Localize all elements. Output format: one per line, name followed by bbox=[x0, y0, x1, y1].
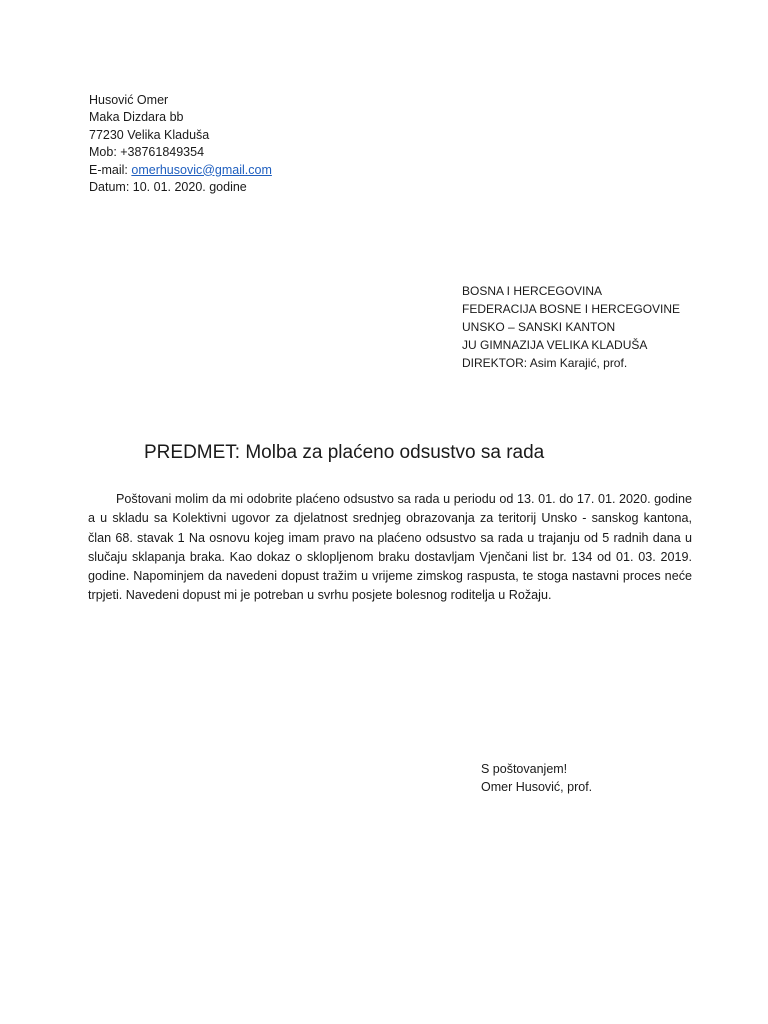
sender-city: 77230 Velika Kladuša bbox=[89, 127, 210, 142]
letter-subject: PREDMET: Molba za plaćeno odsustvo sa rada bbox=[144, 442, 545, 463]
letter-body: Poštovani molim da mi odobrite plaćeno odsustvo sa rada u periodu od 13. 01. do 17. 01. 2020. godine a u skladu sa Kolektivni ugovor za djelatnost srednjeg obrazovanja za teritorij Unsko - sanskog kantona, član 68. stavak 1 Na osnovu kojeg imam pravo na plaćeno odsustvo sa rada u trajanju od 5 radnih dana u slučaju sklapanja braka. Kao dokaz o sklopljenom braku dostavljam Vjenčani list br. 134 od 01. 03. 2019. godine. Napominjem da navedeni dopust tražim u vrijeme zimskog raspusta, te stoga nastavni proces neće trpjeti. Navedeni dopust mi je potreban u svrhu posjete bolesnog roditelja u Rožaju. bbox=[88, 492, 692, 603]
sender-email-link[interactable]: omerhusovic@gmail.com bbox=[131, 162, 272, 177]
signature-name: Omer Husović, prof. bbox=[481, 780, 593, 794]
recipient-line-federation: FEDERACIJA BOSNE I HERCEGOVINE bbox=[462, 302, 681, 316]
signature-closing: S poštovanjem! bbox=[481, 762, 568, 776]
sender-address-block bbox=[89, 92, 389, 196]
recipient-line-school: JU GIMNAZIJA VELIKA KLADUŠA bbox=[462, 338, 648, 352]
sender-street: Maka Dizdara bb bbox=[89, 110, 184, 125]
signature-block bbox=[481, 760, 731, 796]
sender-email-label: E-mail: bbox=[89, 162, 132, 177]
sender-mobile: Mob: +38761849354 bbox=[89, 145, 205, 160]
recipient-address-block bbox=[462, 282, 752, 372]
sender-name: Husović Omer bbox=[89, 93, 169, 107]
recipient-line-country: BOSNA I HERCEGOVINA bbox=[462, 284, 603, 298]
letter-date: Datum: 10. 01. 2020. godine bbox=[89, 180, 247, 195]
recipient-line-director: DIREKTOR: Asim Karajić, prof. bbox=[462, 356, 628, 370]
sender-email-line bbox=[89, 162, 389, 179]
recipient-line-canton: UNSKO – SANSKI KANTON bbox=[462, 320, 616, 334]
